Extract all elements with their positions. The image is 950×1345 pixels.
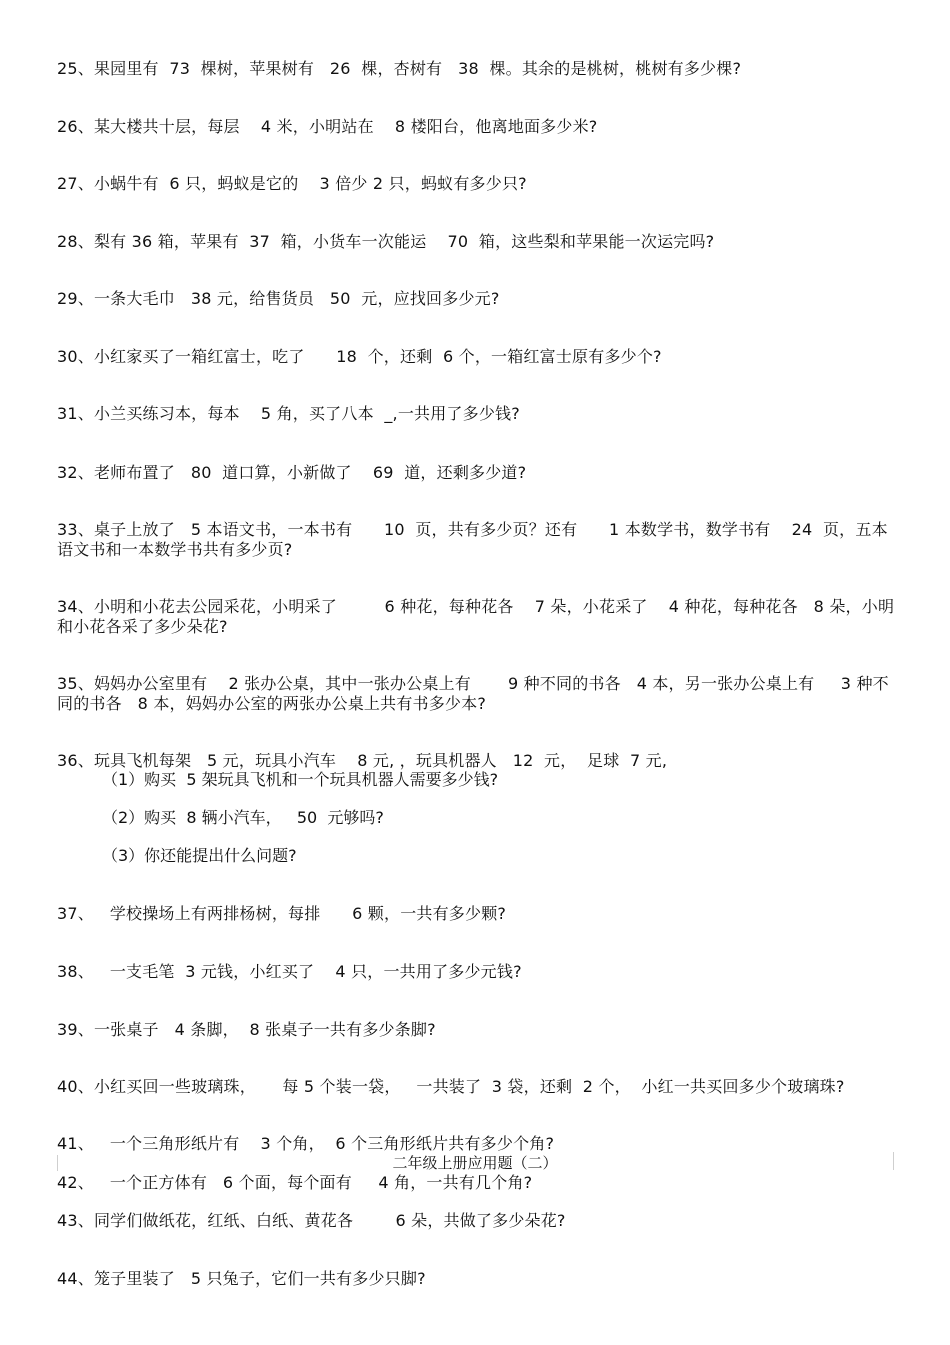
question-36-sub-2: （2）购买 8 辆小汽车， 50 元够吗? — [102, 808, 384, 827]
question-36: 36、玩具飞机每架 5 元，玩具小汽车 8 元, ，玩具机器人 12 元， 足球 7 元, — [57, 751, 668, 770]
question-32: 32、老师布置了 80 道口算，小新做了 69 道，还剩多少道? — [57, 463, 527, 482]
question-31: 31、小兰买练习本，每本 5 角，买了八本 _,一共用了多少钱? — [57, 404, 520, 423]
right-margin-mark — [893, 1152, 894, 1170]
question-33: 33、桌子上放了 5 本语文书，一本书有 10 页，共有多少页？还有 1 本数学书，数学书有 24 页，五本语文书和一本数学书共有多少页? — [57, 520, 888, 559]
question-27: 27、小蜗牛有 6 只，蚂蚁是它的 3 倍少 2 只，蚂蚁有多少只? — [57, 174, 527, 193]
question-29: 29、一条大毛巾 38 元，给售货员 50 元，应找回多少元? — [57, 289, 500, 308]
question-34: 34、小明和小花去公园采花，小明采了 6 种花，每种花各 7 朵，小花采了 4 种花，每种花各 8 朵，小明和小花各采了多少朵花? — [57, 597, 895, 636]
question-26: 26、某大楼共十层，每层 4 米，小明站在 8 楼阳台，他离地面多少米? — [57, 117, 598, 136]
question-38: 38、 一支毛笔 3 元钱，小红买了 4 只，一共用了多少元钱? — [57, 962, 522, 981]
question-40: 40、小红买回一些玻璃珠， 每 5 个装一袋， 一共装了 3 袋，还剩 2 个， 小红一共买回多少个玻璃珠? — [57, 1077, 845, 1096]
question-36-sub-3: （3）你还能提出什么问题? — [102, 846, 297, 865]
question-42: 42、 一个正方体有 6 个面，每个面有 4 角，一共有几个角? — [57, 1173, 533, 1192]
question-39: 39、一张桌子 4 条脚， 8 张桌子一共有多少条脚? — [57, 1020, 436, 1039]
question-28: 28、梨有 36 箱，苹果有 37 箱，小货车一次能运 70 箱，这些梨和苹果能一次运完吗? — [57, 232, 715, 251]
question-35: 35、妈妈办公室里有 2 张办公桌，其中一张办公桌上有 9 种不同的书各 4 本，另一张办公桌上有 3 种不同的书各 8 本，妈妈办公室的两张办公桌上共有书多少本? — [57, 674, 889, 713]
question-37: 37、 学校操场上有两排杨树，每排 6 颗，一共有多少颗? — [57, 904, 507, 923]
page-footer-title: 二年级上册应用题（二） — [392, 1154, 558, 1172]
question-36-sub-1: （1）购买 5 架玩具飞机和一个玩具机器人需要多少钱? — [102, 770, 499, 789]
question-44: 44、笼子里装了 5 只兔子，它们一共有多少只脚? — [57, 1269, 426, 1288]
question-43: 43、同学们做纸花，红纸、白纸、黄花各 6 朵，共做了多少朵花? — [57, 1211, 566, 1230]
question-25: 25、果园里有 73 棵树，苹果树有 26 棵，杏树有 38 棵。其余的是桃树，桃树有多少棵? — [57, 59, 742, 78]
left-margin-mark — [57, 1155, 58, 1171]
question-41: 41、 一个三角形纸片有 3 个角， 6 个三角形纸片共有多少个角? — [57, 1134, 555, 1153]
question-30: 30、小红家买了一箱红富士，吃了 18 个，还剩 6 个，一箱红富士原有多少个? — [57, 347, 662, 366]
